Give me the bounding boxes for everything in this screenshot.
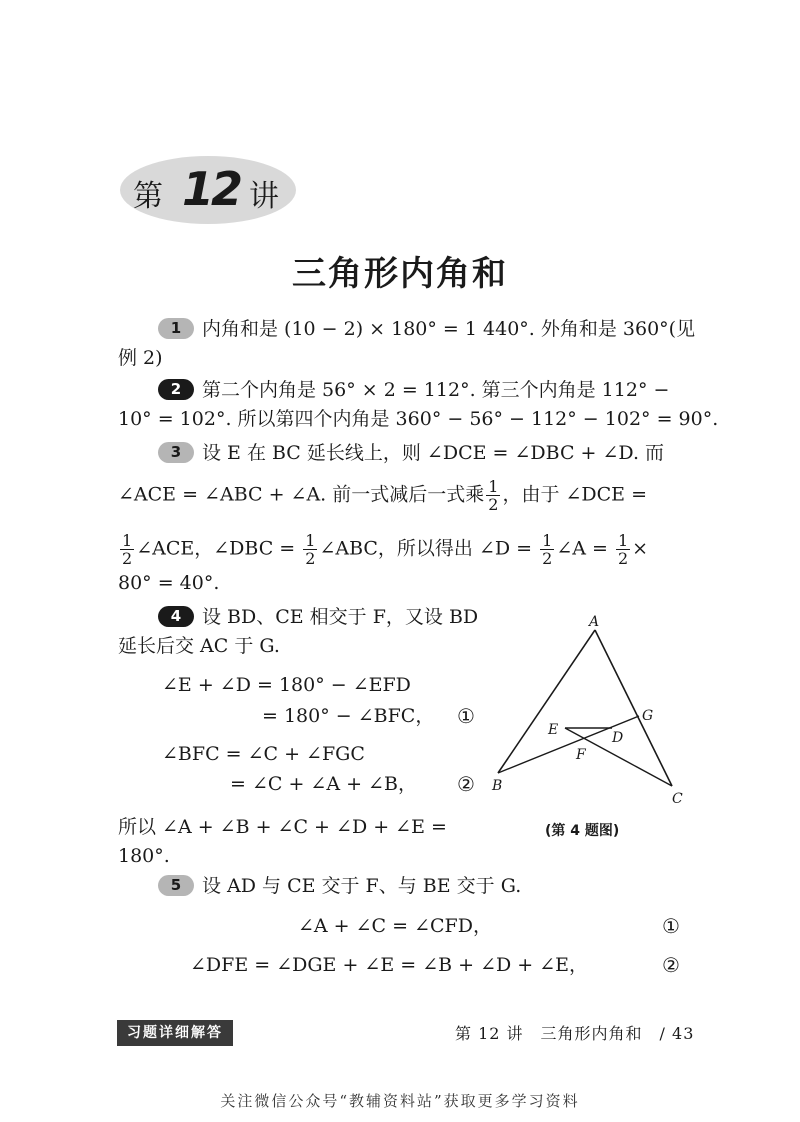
problem-5-tag: 5 [158, 875, 194, 896]
problem-4-eq-2a: ∠BFC = ∠C + ∠FGC [162, 743, 365, 765]
problem-4-eq-1b: = 180° − ∠BFC， [262, 705, 435, 727]
label-g: G [642, 708, 654, 724]
problem-3-line-2: ∠ACE = ∠ABC + ∠A. 前一式减后一式乘 $\frac{1}{2}$ ，由于 ∠DCE = [118, 477, 648, 514]
label-f: F [576, 747, 586, 763]
label-a: A [589, 614, 600, 630]
eq-mark-3: ① [662, 914, 680, 938]
fraction-half: $\frac{1}{2}$ [488, 477, 499, 514]
watermark-text: 关注微信公众号“教辅资料站”获取更多学习资料 [220, 1092, 580, 1110]
problem-3-tag: 3 [158, 442, 194, 463]
problem-4-line-2: 延长后交 AC 于 G. [118, 635, 280, 657]
problem-2-tag: 2 [158, 379, 194, 400]
problem-4-eq-1a: ∠E + ∠D = 180° − ∠EFD [162, 674, 411, 696]
triangle-figure [480, 608, 700, 813]
problem-1-line-1: 1 内角和是 (10 − 2) × 180° = 1 440°. 外角和是 360°(见 [158, 315, 695, 343]
problem-5-eq-1: ∠A + ∠C = ∠CFD， [298, 915, 492, 937]
eq-mark-1: ① [457, 704, 475, 728]
eq-mark-4: ② [662, 953, 680, 977]
chapter-number: 12 [182, 162, 241, 216]
page-title: 三角形内角和 [292, 254, 508, 294]
side-ac [595, 630, 672, 786]
chapter-suffix: 讲 [249, 179, 279, 214]
problem-4-line-1: 4 设 BD、CE 相交于 F，又设 BD [158, 603, 478, 631]
footer-page-info: 第 12 讲 三角形内角和 / 43 [455, 1024, 695, 1043]
problem-4-tag: 4 [158, 606, 194, 627]
problem-2-line-2: 10° = 102°. 所以第四个内角是 360° − 56° − 112° − 102° = 90°. [118, 408, 719, 430]
problem-2-line-1: 2 第二个内角是 56° × 2 = 112°. 第三个内角是 112° − [158, 376, 669, 404]
problem-3-line-4: 80° = 40°. [118, 572, 220, 594]
problem-5-eq-2: ∠DFE = ∠DGE + ∠E = ∠B + ∠D + ∠E， [190, 954, 589, 976]
footer-section-tag: 习题详细解答 [117, 1020, 233, 1046]
problem-1-line-2: 例 2) [118, 347, 163, 369]
problem-4-eq-2b: = ∠C + ∠A + ∠B， [230, 773, 417, 795]
label-b: B [492, 778, 503, 794]
label-c: C [672, 791, 683, 807]
chapter-prefix: 第 [133, 179, 163, 214]
problem-5-line-1: 5 设 AD 与 CE 交于 F、与 BE 交于 G. [158, 872, 521, 900]
eq-mark-2: ② [457, 772, 475, 796]
label-d: D [612, 730, 624, 746]
figure-caption: (第 4 题图) [545, 823, 620, 839]
problem-4-conclusion-1: 所以 ∠A + ∠B + ∠C + ∠D + ∠E = [118, 816, 447, 838]
problem-3-line-3: $\frac{1}{2}$ ∠ACE，∠DBC = $\frac{1}{2}$ ∠ABC，所以得出 ∠D = $\frac{1}{2}$ ∠A = $\frac{1}{2}$ × [122, 531, 649, 568]
problem-3-line-1: 3 设 E 在 BC 延长线上，则 ∠DCE = ∠DBC + ∠D. 而 [158, 439, 664, 467]
problem-1-tag: 1 [158, 318, 194, 339]
problem-4-conclusion-2: 180°. [118, 845, 170, 867]
label-e: E [548, 722, 559, 738]
